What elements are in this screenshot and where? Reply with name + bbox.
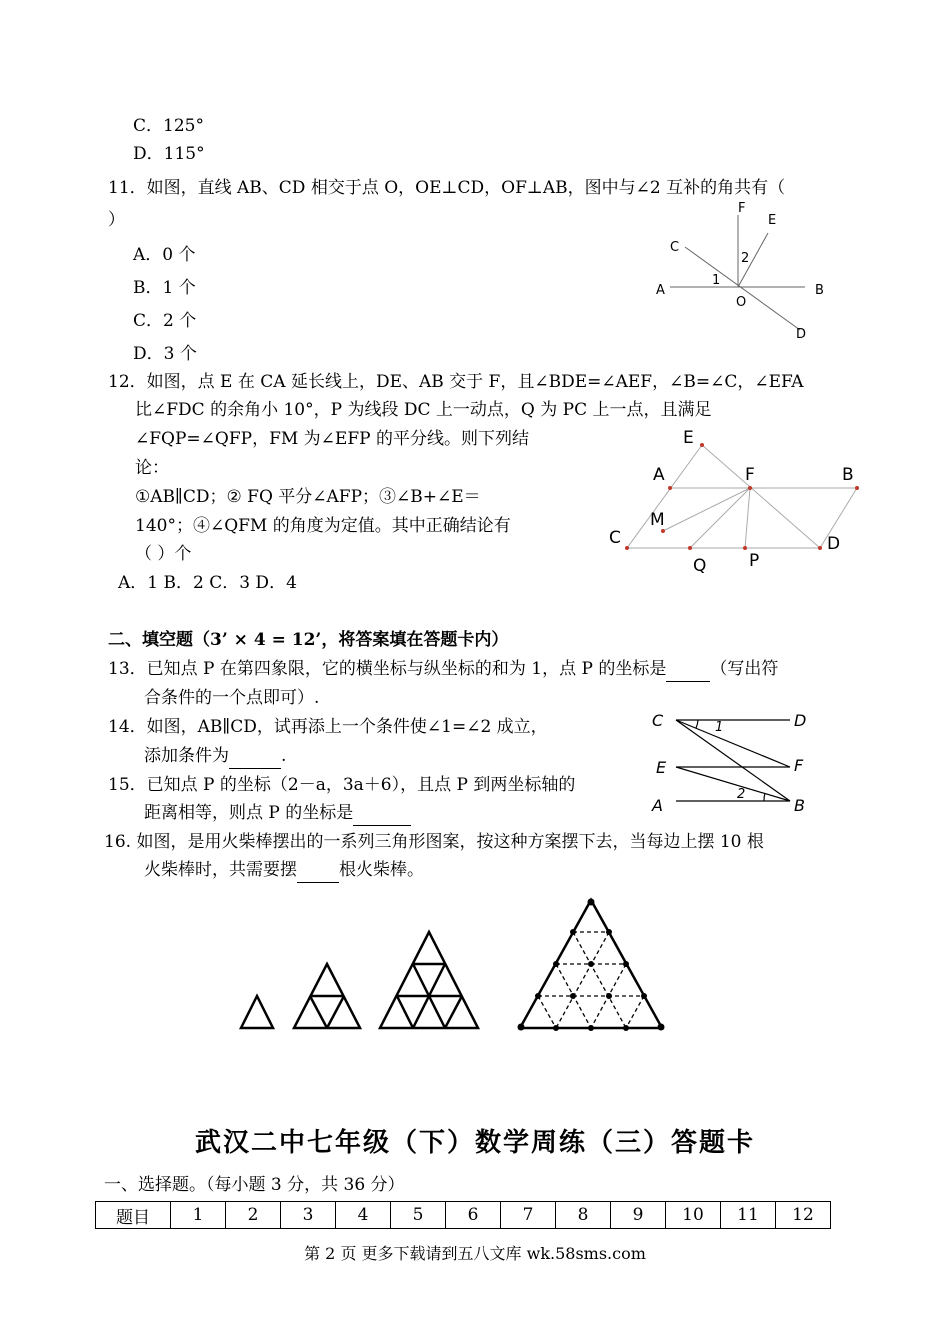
answer-col-1: 1	[171, 1202, 226, 1229]
label-q: Q	[693, 556, 707, 576]
label-d: D	[794, 711, 807, 730]
point-c	[625, 546, 629, 550]
point-p	[743, 546, 747, 550]
line-fq	[690, 488, 750, 548]
answer-col-8: 8	[556, 1202, 611, 1229]
label-a: A	[653, 465, 665, 485]
label-m: M	[650, 510, 665, 530]
q14-text-b: .	[281, 746, 287, 766]
answer-card-section1: 一、选择题。（每小题 3 分，共 36 分）	[104, 1175, 405, 1195]
q12-figure	[605, 425, 870, 580]
triangle-pattern-4	[518, 899, 665, 1032]
line-fm	[663, 488, 750, 531]
label-angle-2: 2	[737, 787, 746, 802]
answer-col-12: 12	[776, 1202, 831, 1229]
q12-options: A．1 B．2 C．3 D．4	[118, 573, 297, 593]
triangle-pattern-2	[294, 964, 360, 1028]
q14-answer-blank[interactable]	[229, 744, 281, 769]
q15-line2	[144, 801, 411, 826]
page-footer: 第 2 页 更多下载请到五八文库 wk.58sms.com	[304, 1244, 646, 1263]
q12-line3: ∠FQP=∠QFP，FM 为∠EFP 的平分线。则下列结	[135, 429, 529, 449]
q12-line1: 12．如图，点 E 在 CA 延长线上，DE、AB 交于 F，且∠BDE=∠AEF，∠B=∠C，∠EFA	[108, 372, 804, 392]
label-angle-1: 1	[715, 720, 724, 735]
label-e: E	[656, 758, 667, 777]
q14-line2	[144, 744, 286, 769]
q14-text-a: 添加条件为	[144, 746, 229, 766]
angle-2-arc	[764, 793, 765, 801]
line-fp	[745, 488, 750, 548]
q13-text-b: （写出符	[710, 659, 779, 679]
q11-stem: 11．如图，直线 AB、CD 相交于点 O，OE⊥CD，OF⊥AB，图中与∠2 互补的角共有（	[108, 178, 786, 198]
triangle-pattern-3	[380, 932, 478, 1028]
label-c: C	[670, 240, 680, 255]
triangle-pattern-1	[241, 996, 273, 1028]
q13-line1	[108, 657, 778, 682]
answer-col-2: 2	[226, 1202, 281, 1229]
point-f	[748, 486, 752, 490]
q12-line7: （ ）个	[135, 544, 192, 564]
label-p: P	[749, 551, 760, 571]
answer-card-title: 武汉二中七年级（下）数学周练（三）答题卡	[194, 1128, 755, 1158]
answer-col-11: 11	[721, 1202, 776, 1229]
q11-option-d: D．3 个	[133, 344, 197, 364]
answer-col-6: 6	[446, 1202, 501, 1229]
q13-line2: 合条件的一个点即可）.	[144, 688, 320, 708]
q15-text: 距离相等，则点 P 的坐标是	[144, 803, 354, 823]
label-a: A	[652, 796, 663, 815]
q16-text-a: 火柴棒时，共需要摆	[144, 860, 297, 880]
q14-figure	[640, 705, 820, 823]
q14-line1: 14．如图，AB∥CD，试再添上一个条件使∠1=∠2 成立，	[108, 717, 548, 737]
line-eb	[676, 767, 790, 801]
point-e	[700, 443, 704, 447]
answer-table-header-label: 题目	[96, 1202, 171, 1229]
q12-line4: 论：	[135, 458, 169, 478]
label-f: F	[745, 465, 755, 485]
q12-line5: ①AB∥CD；② FQ 平分∠AFP；③∠B+∠E＝	[135, 487, 481, 507]
label-b: B	[815, 283, 824, 298]
label-c: C	[609, 528, 621, 548]
answer-col-10: 10	[666, 1202, 721, 1229]
angle-1-arc	[696, 720, 698, 728]
q11-stem-end: ）	[108, 210, 125, 230]
label-b: B	[794, 796, 805, 815]
q13-answer-blank[interactable]	[666, 657, 710, 682]
answer-table	[95, 1201, 831, 1229]
q15-line1: 15．已知点 P 的坐标（2－a，3a＋6），且点 P 到两坐标轴的	[108, 775, 576, 795]
answer-col-5: 5	[391, 1202, 446, 1229]
q10-option-d: D．115°	[133, 144, 205, 164]
label-a: A	[656, 283, 665, 298]
label-b: B	[842, 465, 854, 485]
q11-option-a: A．0 个	[133, 245, 196, 265]
label-d: D	[827, 534, 841, 554]
q12-line2: 比∠FDC 的余角小 10°，P 为线段 DC 上一动点，Q 为 PC 上一点，且满足	[135, 400, 712, 420]
answer-col-9: 9	[611, 1202, 666, 1229]
q16-text-b: 根火柴棒。	[339, 860, 424, 880]
q16-matchstick-figure	[230, 890, 680, 1040]
point-a	[668, 486, 672, 490]
q11-figure	[640, 195, 840, 345]
answer-table-header-row	[96, 1202, 831, 1229]
q12-line6: 140°；④∠QFM 的角度为定值。其中正确结论有	[135, 516, 511, 536]
label-e: E	[768, 213, 777, 228]
q13-text-a: 13．已知点 P 在第四象限，它的横坐标与纵坐标的和为 1，点 P 的坐标是	[108, 659, 667, 679]
label-c: C	[652, 711, 664, 730]
label-o: O	[736, 295, 747, 310]
label-f: F	[794, 756, 804, 775]
answer-col-4: 4	[336, 1202, 391, 1229]
q15-answer-blank[interactable]	[353, 801, 411, 826]
label-angle-2: 2	[741, 251, 750, 266]
label-d: D	[796, 327, 807, 342]
label-e: E	[683, 428, 694, 448]
line-ed	[702, 445, 820, 548]
label-angle-1: 1	[712, 273, 721, 288]
point-q	[688, 546, 692, 550]
q16-line1: 16. 如图，是用火柴棒摆出的一系列三角形图案，按这种方案摆下去，当每边上摆 10 根	[104, 832, 764, 852]
point-d	[818, 546, 822, 550]
q16-answer-blank[interactable]	[297, 858, 339, 883]
q11-option-b: B．1 个	[133, 278, 196, 298]
q11-option-c: C．2 个	[133, 311, 197, 331]
line-ce	[627, 445, 702, 548]
answer-col-7: 7	[501, 1202, 556, 1229]
q16-line2	[144, 858, 424, 883]
answer-col-3: 3	[281, 1202, 336, 1229]
section2-heading: 二、填空题（3’ × 4 = 12’，将答案填在答题卡内）	[108, 630, 509, 650]
label-f: F	[738, 201, 746, 216]
q10-option-c: C．125°	[133, 116, 204, 136]
point-b	[855, 486, 859, 490]
